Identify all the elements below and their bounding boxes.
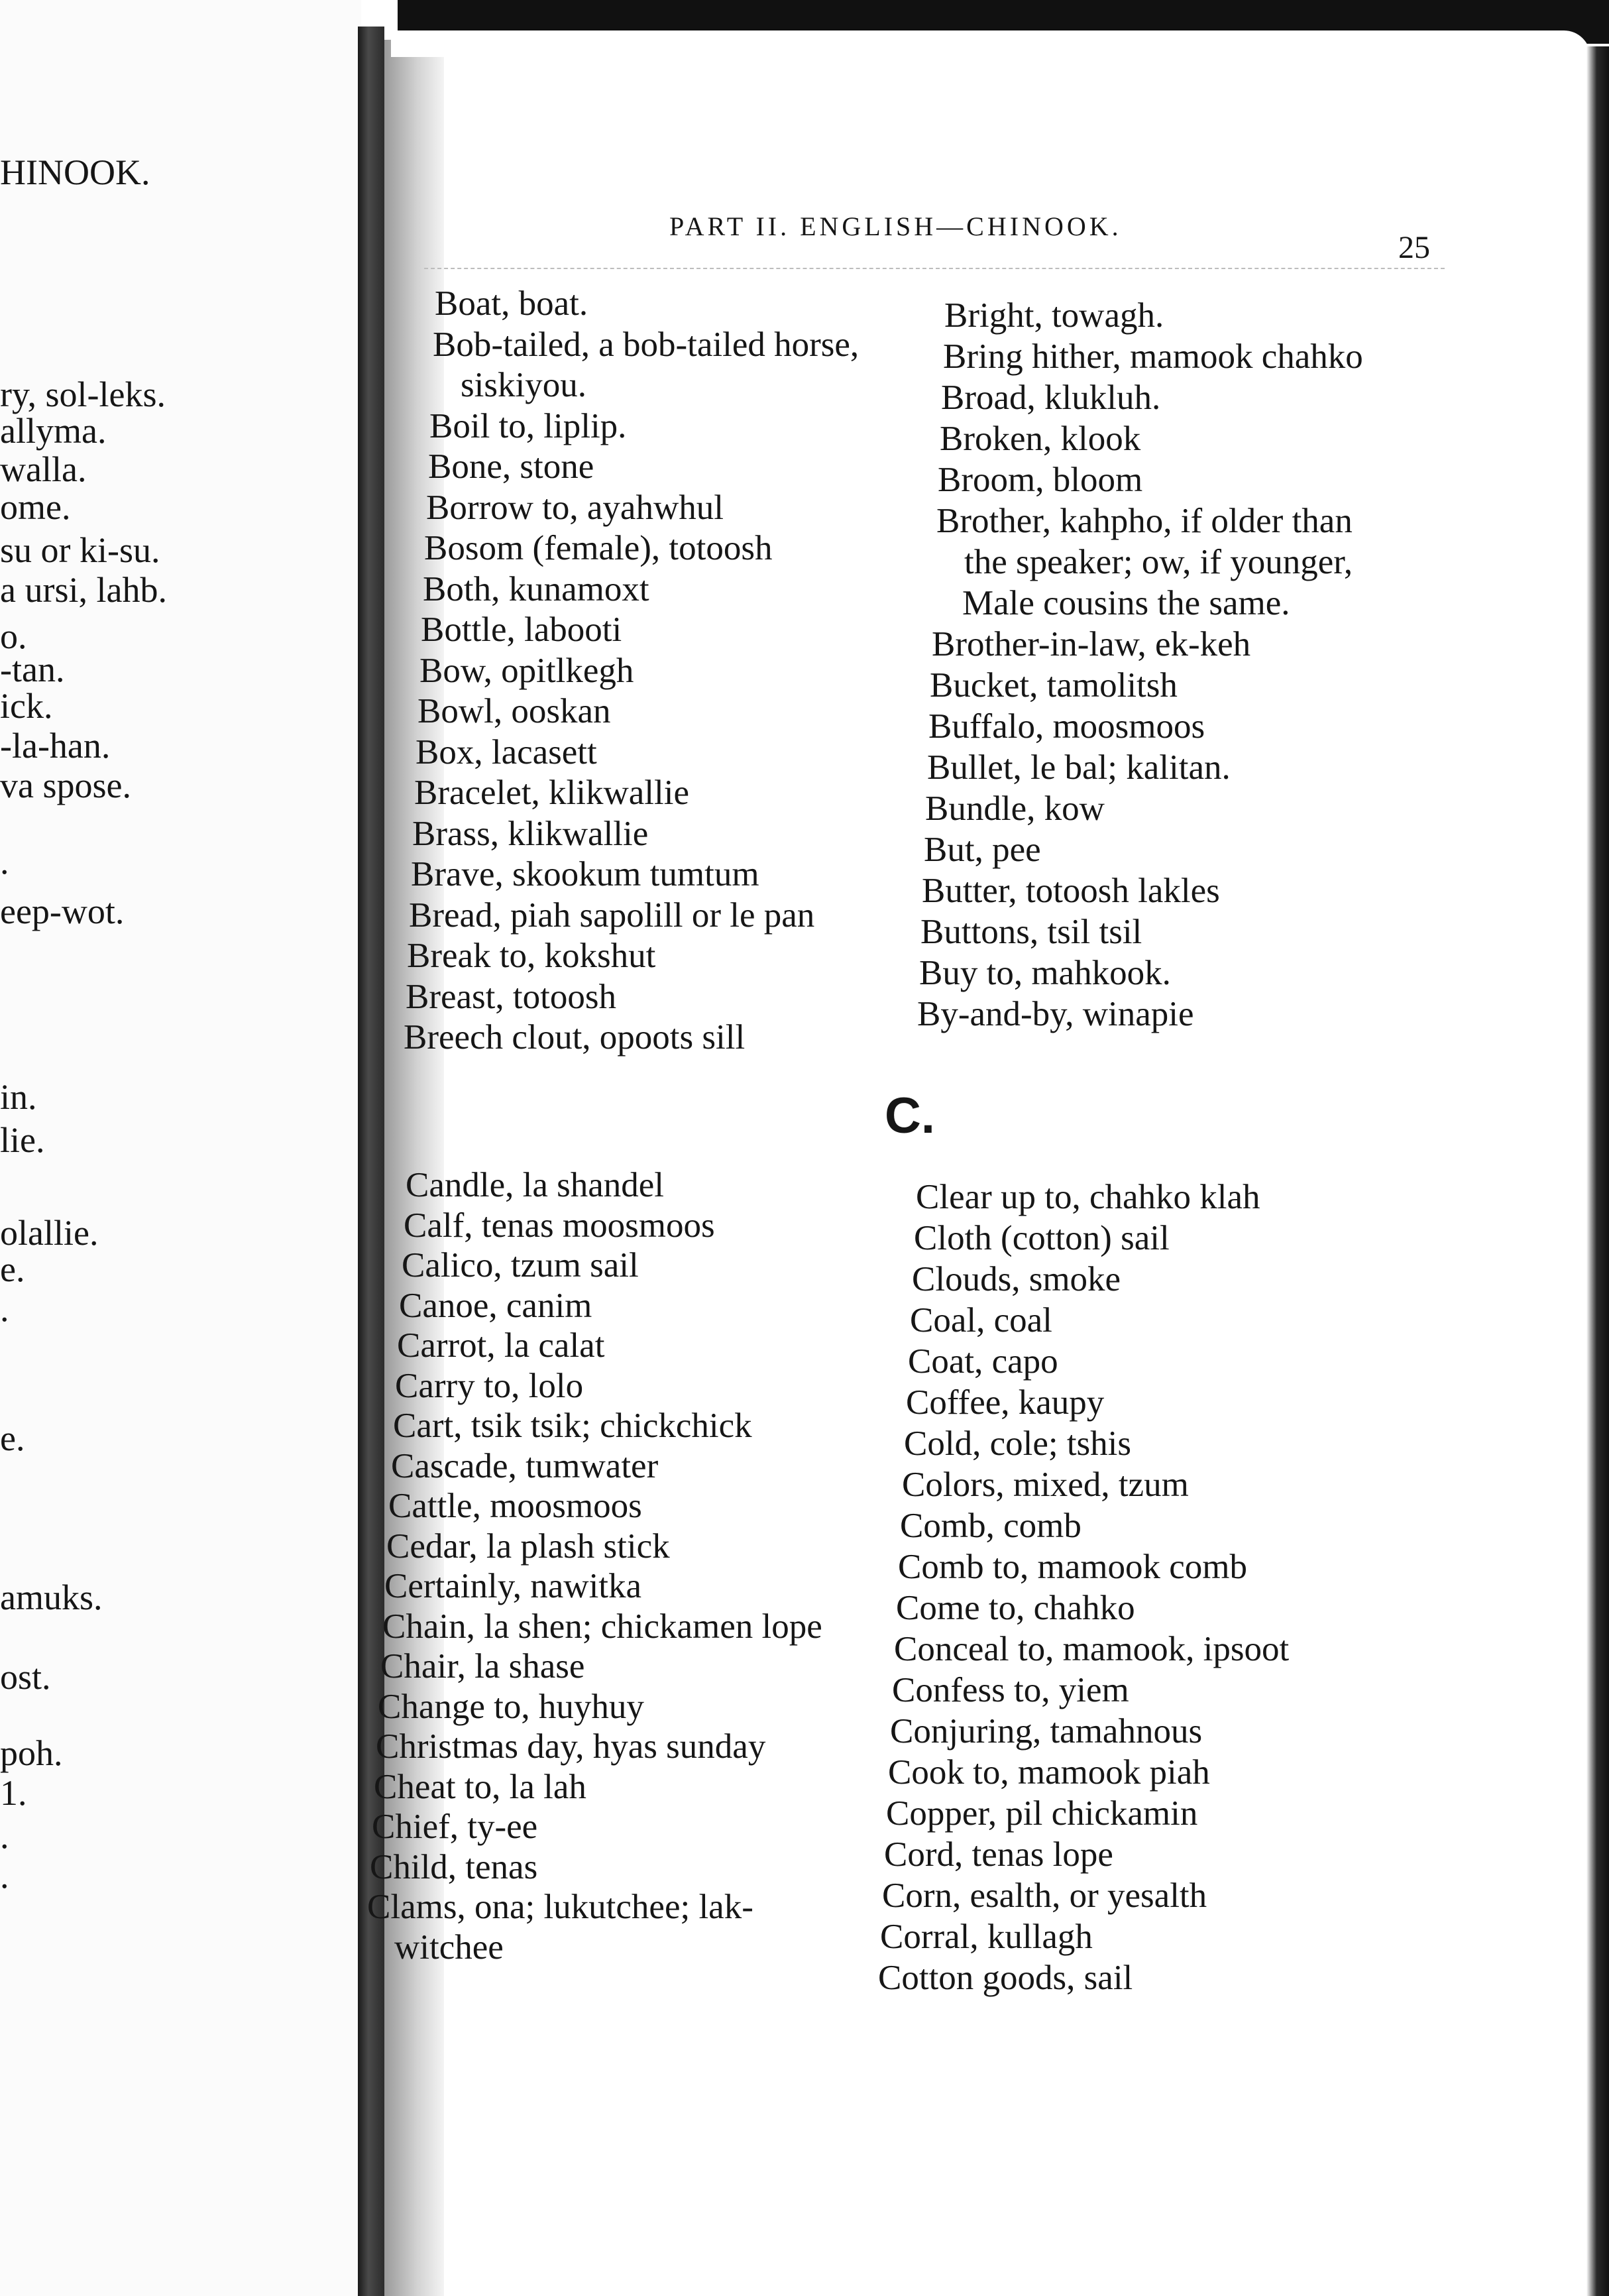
dictionary-entry: Change to, huyhuy [378, 1688, 644, 1726]
dictionary-entry: Bottle, labooti [421, 610, 622, 649]
dictionary-entry: Candle, la shandel [406, 1166, 665, 1204]
dictionary-entry: Bright, towagh. [944, 296, 1164, 335]
dictionary-entry: Bread, piah sapolill or le pan [409, 896, 815, 935]
dictionary-entry: Coffee, kaupy [906, 1383, 1105, 1422]
left-page-fragment: olallie. [0, 1213, 99, 1253]
dictionary-entry: Child, tenas [370, 1848, 538, 1886]
dictionary-entry: Colors, mixed, tzum [902, 1465, 1189, 1504]
section-heading-c: C. [885, 1088, 935, 1144]
left-page-fragment: ost. [0, 1657, 51, 1697]
left-page-fragment: ry, sol-leks. [0, 374, 166, 414]
left-page-fragment: . [0, 842, 9, 882]
dictionary-entry: Coat, capo [908, 1342, 1058, 1381]
dictionary-entry: witchee [394, 1928, 504, 1967]
dictionary-entry: Boil to, liplip. [429, 407, 627, 445]
dictionary-entry: Cart, tsik tsik; chickchick [393, 1406, 752, 1445]
dictionary-entry: Bracelet, klikwallie [414, 774, 689, 812]
left-page-fragment: -la-han. [0, 726, 111, 766]
dictionary-entry: Canoe, canim [399, 1287, 592, 1325]
dictionary-entry: Brother-in-law, ek-keh [932, 625, 1251, 663]
dictionary-entry: Boat, boat. [435, 284, 588, 323]
dictionary-entry: Buy to, mahkook. [919, 954, 1171, 992]
left-page-fragment: in. [0, 1077, 37, 1117]
dictionary-entry: siskiyou. [461, 366, 586, 404]
left-page-fragment: ick. [0, 686, 53, 726]
dictionary-entry: Clear up to, chahko klah [916, 1178, 1260, 1216]
dictionary-entry: Borrow to, ayahwhul [426, 488, 724, 527]
left-page-fragment: e. [0, 1249, 25, 1289]
dictionary-entry: Bob-tailed, a bob-tailed horse, [433, 325, 860, 364]
left-page-fragment: va spose. [0, 766, 131, 805]
dictionary-entry: Cloth (cotton) sail [914, 1219, 1170, 1257]
dictionary-entry: Breast, totoosh [406, 978, 616, 1016]
dictionary-entry: Cold, cole; tshis [904, 1424, 1132, 1463]
previous-page-strip [0, 0, 361, 2296]
dictionary-entry: Bow, opitlkegh [419, 652, 634, 690]
dictionary-entry: Coal, coal [910, 1301, 1052, 1340]
dictionary-entry: Chair, la shase [380, 1647, 585, 1686]
dictionary-entry: Conjuring, tamahnous [890, 1712, 1203, 1751]
dictionary-entry: the speaker; ow, if younger, [964, 543, 1353, 581]
dictionary-entry: Broad, klukluh. [941, 378, 1161, 417]
left-page-fragment: eep-wot. [0, 891, 125, 931]
dictionary-entry: Butter, totoosh lakles [922, 872, 1220, 910]
dictionary-entry: Brother, kahpho, if older than [936, 502, 1353, 540]
dictionary-entry: Come to, chahko [896, 1589, 1135, 1627]
dictionary-entry: Bucket, tamolitsh [930, 666, 1178, 705]
dictionary-entry: Clouds, smoke [912, 1260, 1121, 1298]
page-number: 25 [1398, 230, 1430, 265]
dictionary-entry: Cook to, mamook piah [888, 1753, 1210, 1792]
dictionary-entry: Cheat to, la lah [374, 1768, 586, 1806]
dictionary-entry: Break to, kokshut [407, 937, 656, 975]
dictionary-entry: Carrot, la calat [397, 1326, 605, 1365]
dictionary-entry: Cattle, moosmoos [388, 1487, 642, 1525]
left-page-fragment: su or ki-su. [0, 530, 160, 570]
dictionary-entry: Broken, klook [940, 420, 1141, 458]
dictionary-entry: Conceal to, mamook, ipsoot [894, 1630, 1290, 1668]
dictionary-entry: Buffalo, moosmoos [928, 707, 1205, 746]
left-page-fragment: amuks. [0, 1578, 103, 1617]
dictionary-entry: Box, lacasett [416, 733, 597, 772]
dictionary-entry: Certainly, nawitka [384, 1567, 642, 1605]
dictionary-entry: Brave, skookum tumtum [411, 855, 759, 893]
dictionary-entry: Chief, ty-ee [372, 1808, 538, 1846]
left-page-fragment: . [0, 1289, 9, 1329]
dictionary-entry: Cord, tenas lope [884, 1835, 1113, 1874]
dictionary-entry: Calf, tenas moosmoos [404, 1206, 715, 1245]
dictionary-entry: Male cousins the same. [962, 584, 1290, 622]
page-top-curve [391, 30, 1590, 57]
header-rule [424, 268, 1445, 269]
left-page-fragment: allyma. [0, 411, 107, 451]
dictionary-entry: Corral, kullagh [880, 1918, 1093, 1956]
dictionary-entry: Cascade, tumwater [391, 1447, 659, 1485]
left-page-fragment: 1. [0, 1773, 27, 1813]
dictionary-entry: Bundle, kow [925, 789, 1105, 828]
left-page-fragment: ome. [0, 487, 71, 527]
dictionary-entry: Comb, comb [900, 1507, 1082, 1545]
dictionary-entry: Corn, esalth, or yesalth [882, 1876, 1207, 1915]
left-page-fragment: a ursi, lahb. [0, 570, 167, 610]
left-page-fragment: -tan. [0, 650, 65, 689]
dictionary-entry: Copper, pil chickamin [886, 1794, 1198, 1833]
left-page-fragment: lie. [0, 1120, 45, 1160]
dictionary-entry: Bosom (female), totoosh [424, 529, 773, 567]
dictionary-entry: Brass, klikwallie [412, 815, 649, 853]
dictionary-entry: Comb to, mamook comb [898, 1548, 1248, 1586]
left-page-fragment: . [0, 1816, 9, 1856]
left-page-fragment: poh. [0, 1733, 63, 1773]
dictionary-entry: Confess to, yiem [892, 1671, 1129, 1709]
dictionary-entry: Cotton goods, sail [878, 1959, 1133, 1997]
dictionary-entry: Bowl, ooskan [417, 692, 611, 730]
dictionary-entry: By-and-by, winapie [917, 995, 1194, 1033]
dictionary-entry: Broom, bloom [938, 461, 1143, 499]
left-page-fragment: o. [0, 616, 27, 656]
dictionary-entry: Both, kunamoxt [423, 570, 649, 608]
left-page-fragment: HINOOK. [0, 152, 150, 192]
book-right-edge [1586, 46, 1609, 2296]
dictionary-entry: Bring hither, mamook chahko [943, 337, 1363, 376]
dictionary-entry: Breech clout, opoots sill [404, 1018, 746, 1057]
running-head: PART II. ENGLISH—CHINOOK. [669, 211, 1122, 241]
dictionary-entry: Buttons, tsil tsil [920, 913, 1142, 951]
dictionary-entry: Calico, tzum sail [402, 1246, 639, 1285]
left-page-fragment: walla. [0, 449, 87, 489]
dictionary-entry: Bone, stone [428, 447, 594, 486]
dictionary-entry: Cedar, la plash stick [386, 1527, 670, 1566]
dictionary-entry: Carry to, lolo [395, 1367, 584, 1405]
left-page-fragment: . [0, 1856, 9, 1896]
dictionary-entry: But, pee [924, 831, 1041, 869]
dictionary-entry: Clams, ona; lukutchee; lak- [367, 1888, 753, 1926]
dictionary-entry: Chain, la shen; chickamen lope [382, 1607, 822, 1646]
dictionary-entry: Christmas day, hyas sunday [376, 1727, 766, 1766]
left-page-fragment: e. [0, 1418, 25, 1458]
dictionary-entry: Bullet, le bal; kalitan. [927, 748, 1231, 787]
